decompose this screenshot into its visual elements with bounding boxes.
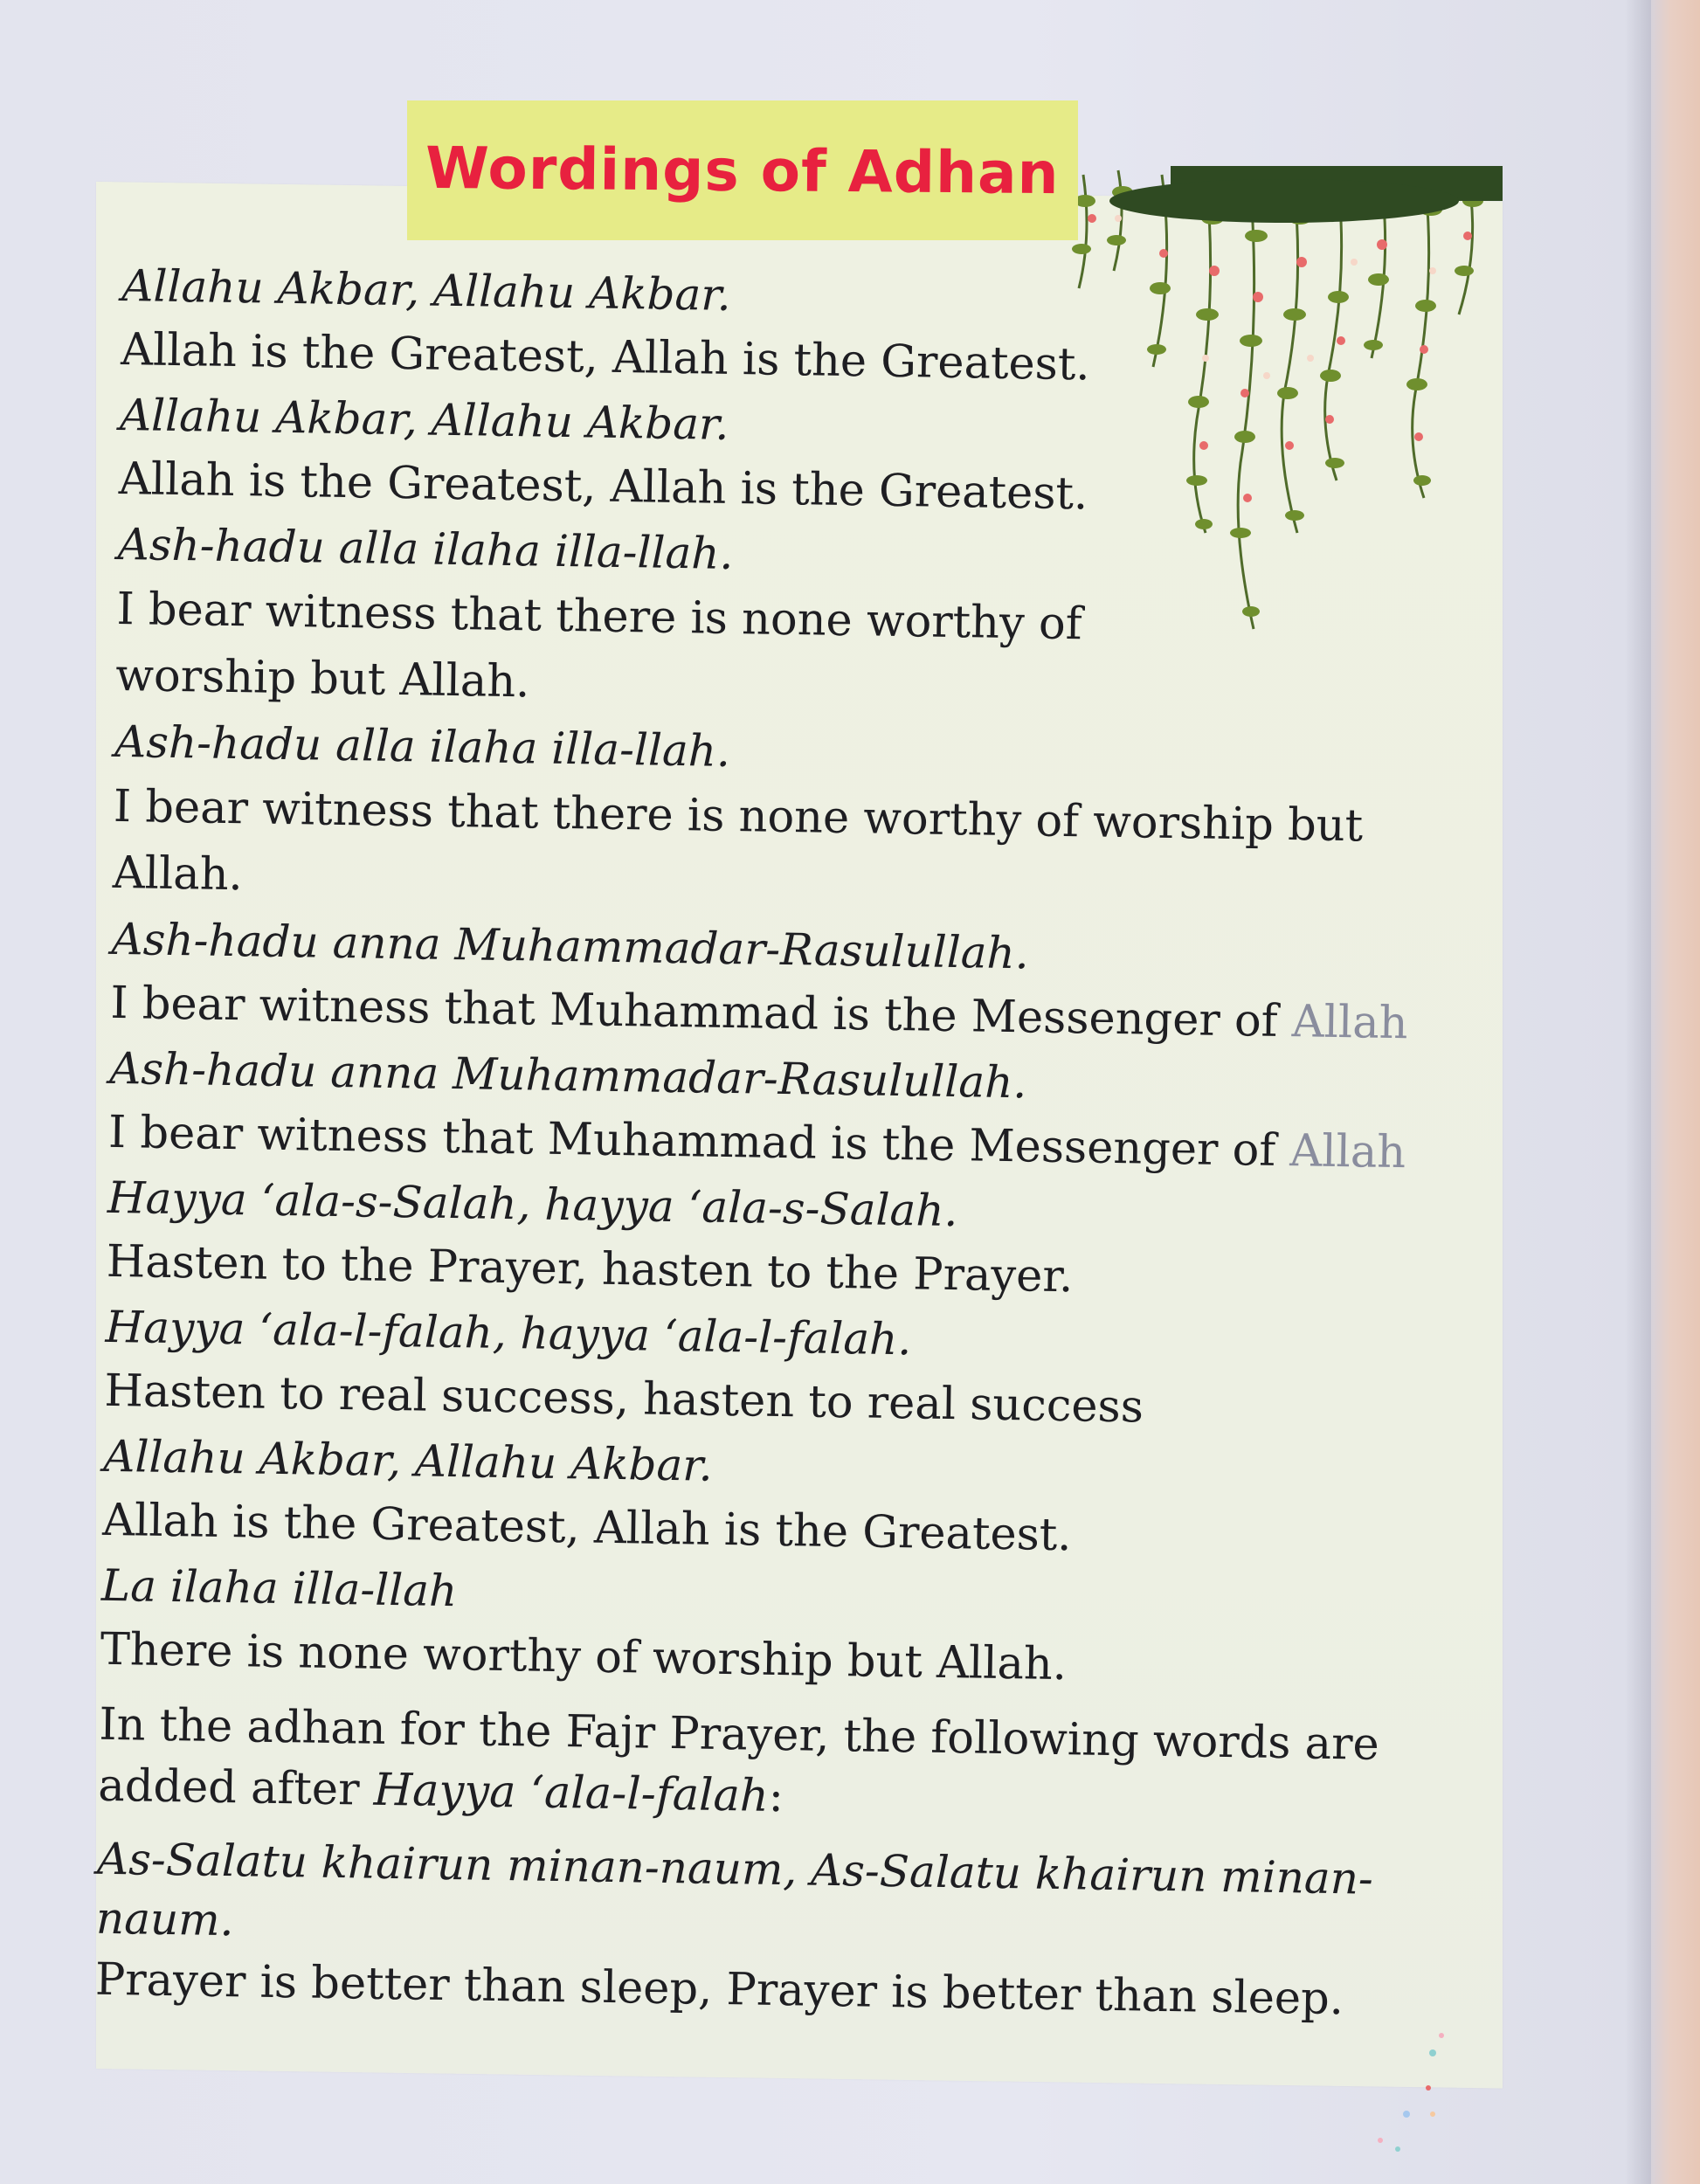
- adhan-english-line: Hasten to real success, hasten to real success: [104, 1365, 1144, 1434]
- fajr-arabic-line: As-Salatu khairun minan-naum, As-Salatu khairun minan-naum.: [95, 1833, 1374, 1946]
- title-banner: [407, 100, 1078, 240]
- english-text-faded: Allah: [1289, 1125, 1406, 1179]
- adhan-arabic-line: Allahu Akbar, Allahu Akbar.: [121, 259, 732, 321]
- adhan-arabic-line: Ash-hadu alla ilaha illa-llah.: [117, 518, 734, 580]
- adhan-english-line: I bear witness that there is none worthy of worship but Allah.: [112, 780, 1364, 902]
- adhan-arabic-line: La ilaha illa-llah: [100, 1559, 458, 1617]
- english-text: I bear witness that Muhammad is the Messenger of: [110, 977, 1293, 1048]
- adhan-arabic-line: Ash-hadu anna Muhammadar-Rasulullah.: [108, 1042, 1027, 1109]
- adhan-english-line: Allah is the Greatest, Allah is the Greatest.: [120, 323, 1091, 391]
- adhan-english-line: There is none worthy of worship but Allah.: [100, 1623, 1068, 1691]
- page-title: Wordings of Adhan: [425, 134, 1061, 207]
- fajr-english-line: Prayer is better than sleep, Prayer is better than sleep.: [94, 1953, 1344, 2026]
- fajr-note-prefix: In the adhan for the Fajr Prayer, the following words are added after: [97, 1698, 1380, 1816]
- adhan-english-line: Hasten to the Prayer, hasten to the Prayer.: [106, 1235, 1074, 1303]
- fajr-note-italic: Hayya ‘ala-l-falah: [373, 1764, 770, 1822]
- adhan-arabic-line: Hayya ‘ala-s-Salah, hayya ‘ala-s-Salah.: [107, 1171, 958, 1237]
- adhan-arabic-line: Allahu Akbar, Allahu Akbar.: [102, 1430, 714, 1491]
- adhan-arabic-line: Allahu Akbar, Allahu Akbar.: [119, 389, 729, 450]
- adhan-text-block: [94, 253, 1484, 2034]
- fajr-note: [98, 1695, 1462, 1838]
- adhan-arabic-line: Hayya ‘ala-l-falah, hayya ‘ala-l-falah.: [105, 1301, 912, 1365]
- adhan-arabic-line: Ash-hadu alla ilaha illa-llah.: [114, 715, 731, 777]
- adhan-english-line: I bear witness that there is none worthy of worship but Allah.: [114, 583, 1083, 708]
- adhan-english-line: Allah is the Greatest, Allah is the Greatest.: [118, 453, 1088, 521]
- adhan-english-line: Allah is the Greatest, Allah is the Greatest.: [101, 1494, 1072, 1562]
- english-text: I bear witness that Muhammad is the Messenger of: [107, 1106, 1290, 1178]
- sparkle-decoration: [1345, 2027, 1468, 2158]
- page-edge: [1651, 0, 1700, 2184]
- adhan-arabic-line: Ash-hadu anna Muhammadar-Rasulullah.: [111, 913, 1030, 979]
- page-gutter-shadow: [1625, 0, 1651, 2184]
- fajr-note-suffix: :: [768, 1770, 784, 1823]
- english-text-faded: Allah: [1291, 996, 1408, 1050]
